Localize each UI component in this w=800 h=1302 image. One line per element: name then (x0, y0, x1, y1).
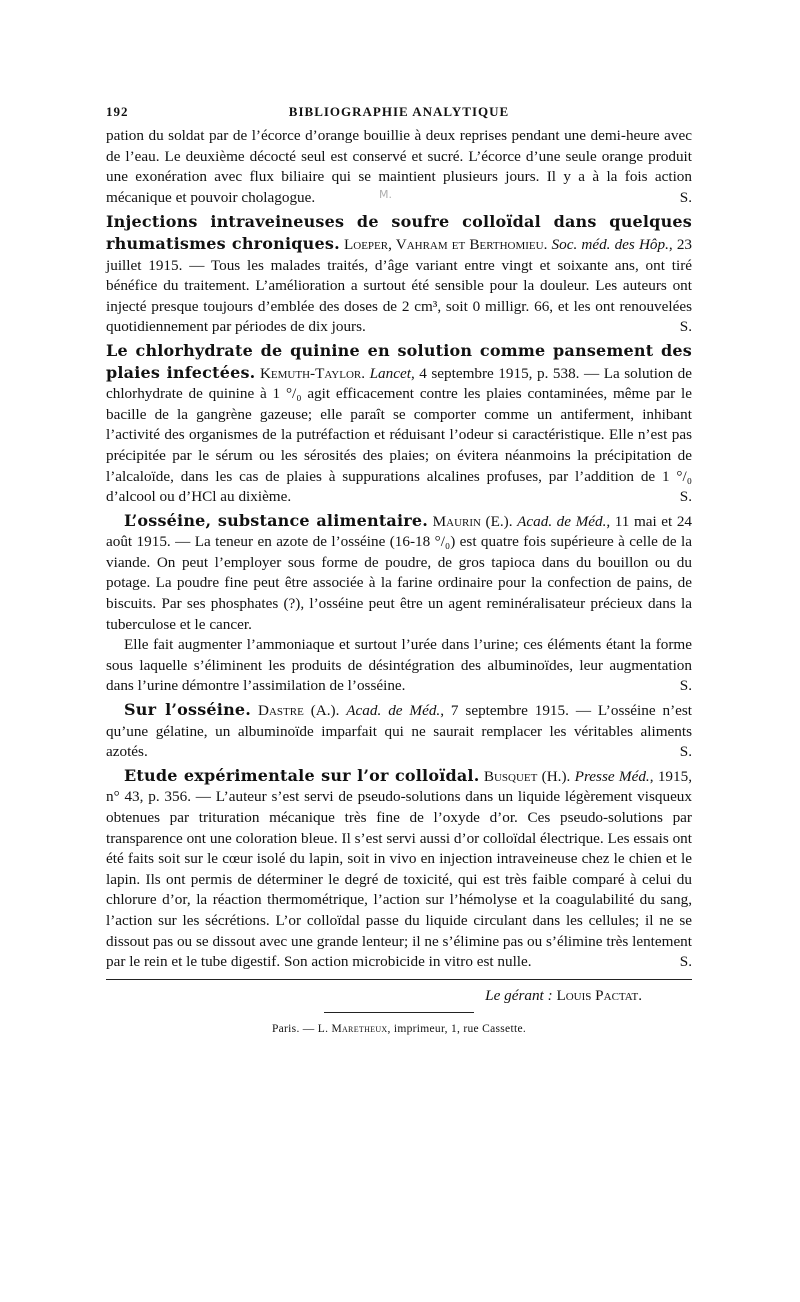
entry-or-colloidal (106, 766, 692, 973)
entry-paragraph: Injections intraveineuses de soufre colloïdal dans quelques rhumatismes chroniques. Loeper, Vahram et Berthomieu. Soc. méd. des Hôp., 23 juillet 1915. — Tous les malades traités, d’âge variant entre vingt et soixante ans, ont tiré bénéfice du traitement. L’amélioration a surtout été sensible pour la douleur. Les auteurs ont injecté presque toujours d’emblée des doses de 2 cm³, soit 0 milligr. 66, et les ont renouvelées quotidiennement par périodes de dix jours. S. (106, 212, 692, 338)
document-page (106, 104, 692, 1040)
entry-paragraph: Elle fait augmenter l’ammoniaque et surtout l’urée dans l’urine; ces éléments étant la forme sous laquelle s’éliminent les produits de désintégration des albuminoïdes, leur augmentation dans l’urine démontre l’assimilation de l’osséine. S. (106, 635, 692, 697)
footer-rule (106, 979, 692, 980)
entry-citation: Soc. méd. des Hôp. (551, 235, 669, 253)
entry-authors: Loeper, Vahram et Berthomieu. (343, 235, 548, 253)
gerant-line (106, 986, 692, 1007)
entry-title: Etude expérimentale sur l’or colloïdal. (124, 765, 480, 785)
gerant-label: Le gérant : (485, 986, 557, 1004)
signature: S. (679, 677, 692, 695)
signature: S. (679, 953, 692, 971)
entry-paragraph: Etude expérimentale sur l’or colloïdal. Busquet (H.). Presse Méd., 1915, n° 43, p. 356. — L’auteur s’est servi de pseudo-solutions dans un liquide légèrement visqueux obtenues par trituration mécanique très fine de l’oxyde d’or. Ces pseudo-solutions par transparence ont une coloration bleue. Il s’est servi aussi d’or colloïdal électrique. Les essais ont été faits soit sur le cœur isolé du lapin, soit in vivo en injection intraveineuse chez le chien et le lapin. Ils ont permis de déterminer le degré de toxicité, qui est très faible comparé à celui du chlorure d’or, la réaction thermométrique, l’action sur l’hémolyse et la coagulabilité du sang, l’action sur les sécrétions. L’or colloïdal passe du liquide circulant dans les cellules; il ne se dissout pas ou se dissout avec une grande lenteur; il ne s’élimine pas ou s’élimine très lentement par le rein et le tube digestif. Son action microbicide in vitro est nulle. S. (106, 766, 692, 973)
entry-authors: Kemuth-Taylor. (259, 364, 366, 382)
entry-paragraph: L’osséine, substance alimentaire. Maurin (E.). Acad. de Méd., 11 mai et 24 août 1915. — La teneur en azote de l’osséine (16-18 °/₀) est quatre fois supérieure à celle de la viande. On peut l’employer sous forme de poudre, de gros tapioca dans du bouillon ou du potage. La poudre fine peut être associée à la farine ordinaire pour la confection de pains, de biscuits. Par ses phosphates (?), l’osséine peut être un agent reminéralisateur précieux dans la tuberculose et le cancer. (106, 510, 693, 633)
entry-sur-osseine (106, 700, 692, 763)
reviewer-stamp: M. (378, 187, 392, 201)
entry-authors: Maurin (E.). (432, 512, 513, 530)
entry-details: , 7 septembre 1915. — (440, 702, 598, 720)
entry-details: , 11 mai et 24 août 1915. — (106, 512, 693, 551)
entry-details: , 4 septembre 1915, p. 538. — (410, 364, 604, 382)
signature: S. (679, 488, 692, 506)
entry-citation: Acad. de Méd. (346, 702, 441, 720)
running-header (106, 104, 692, 126)
entry-title: Injections intraveineuses de soufre colloïdal dans quelques rhumatismes chroniques. (106, 212, 692, 253)
entry-soufre-colloidal (106, 212, 692, 338)
entry-paragraph: Sur l’osséine. Dastre (A.). Acad. de Méd., 7 septembre 1915. — L’osséine n’est qu’une gélatine, un albuminoïde imparfait qui ne saurait remplacer les véritables aliments azotés. S. (106, 700, 692, 763)
entry-citation: Presse Méd. (574, 767, 650, 785)
imprint-rule (324, 1012, 474, 1013)
entry-osseine-alimentaire (106, 511, 692, 697)
running-title: BIBLIOGRAPHIE ANALYTIQUE (288, 104, 510, 119)
entry-authors: Dastre (A.). (257, 702, 340, 720)
signature: S. (679, 188, 692, 206)
gerant-name: Louis Pactat. (556, 986, 642, 1004)
entry-citation: Lancet (369, 364, 411, 382)
entry-paragraph: pation du soldat par de l’écorce d’orange bouillie à deux reprises pendant une demi-heure avec de l’eau. Le deuxième décocté seul est conservé et sucré. L’écorce d’une seule orange produit une exonération avec flux biliaire qui se maintient plusieurs jours. Il y a à la fois action mécanique et pouvoir cholagogue. M. S. (106, 126, 692, 209)
entry-continuation (106, 126, 692, 209)
entry-authors: Busquet (H.). (483, 767, 571, 785)
entry-citation: Acad. de Méd. (517, 512, 607, 530)
entry-chlorhydrate-quinine (106, 341, 692, 508)
entry-paragraph: Le chlorhydrate de quinine en solution comme pansement des plaies infectées. Kemuth-Taylor. Lancet, 4 septembre 1915, p. 538. — La solution de chlorhydrate de quinine à 1 °/₀ agit efficacement contre les plaies contaminées, même par le bacille de la gangrène gazeuse; elle paraît se comporter comme un antiferment, inhibant l’activité des organismes de la putréfaction et réduisant l’odeur si caractéristique. Elle n’est pas précipitée par le sérum ou les sérosités des plaies; on évitera néanmoins la précipitation de l’alcaloïde, dans les cas de plaies à suppurations alcalines profuses, par l’addition de 1 °/₀ d’alcool ou d’HCl au dixième. S. (106, 341, 692, 508)
entry-title: Sur l’osséine. (124, 700, 252, 720)
article-body (106, 126, 692, 1040)
signature: S. (679, 318, 692, 336)
signature: S. (679, 743, 692, 761)
page-number: 192 (106, 104, 129, 119)
printer-imprint: Paris. — L. Maretheux, imprimeur, 1, rue Cassette. (271, 1023, 527, 1036)
entry-title: Le chlorhydrate de quinine en solution comme pansement des plaies infectées. (106, 340, 692, 382)
entry-title: L’osséine, substance alimentaire. (124, 510, 429, 530)
entry-details: , 1915, n° 43, p. 356. — (106, 767, 693, 806)
entry-details: , 23 juillet 1915. — (106, 235, 693, 274)
